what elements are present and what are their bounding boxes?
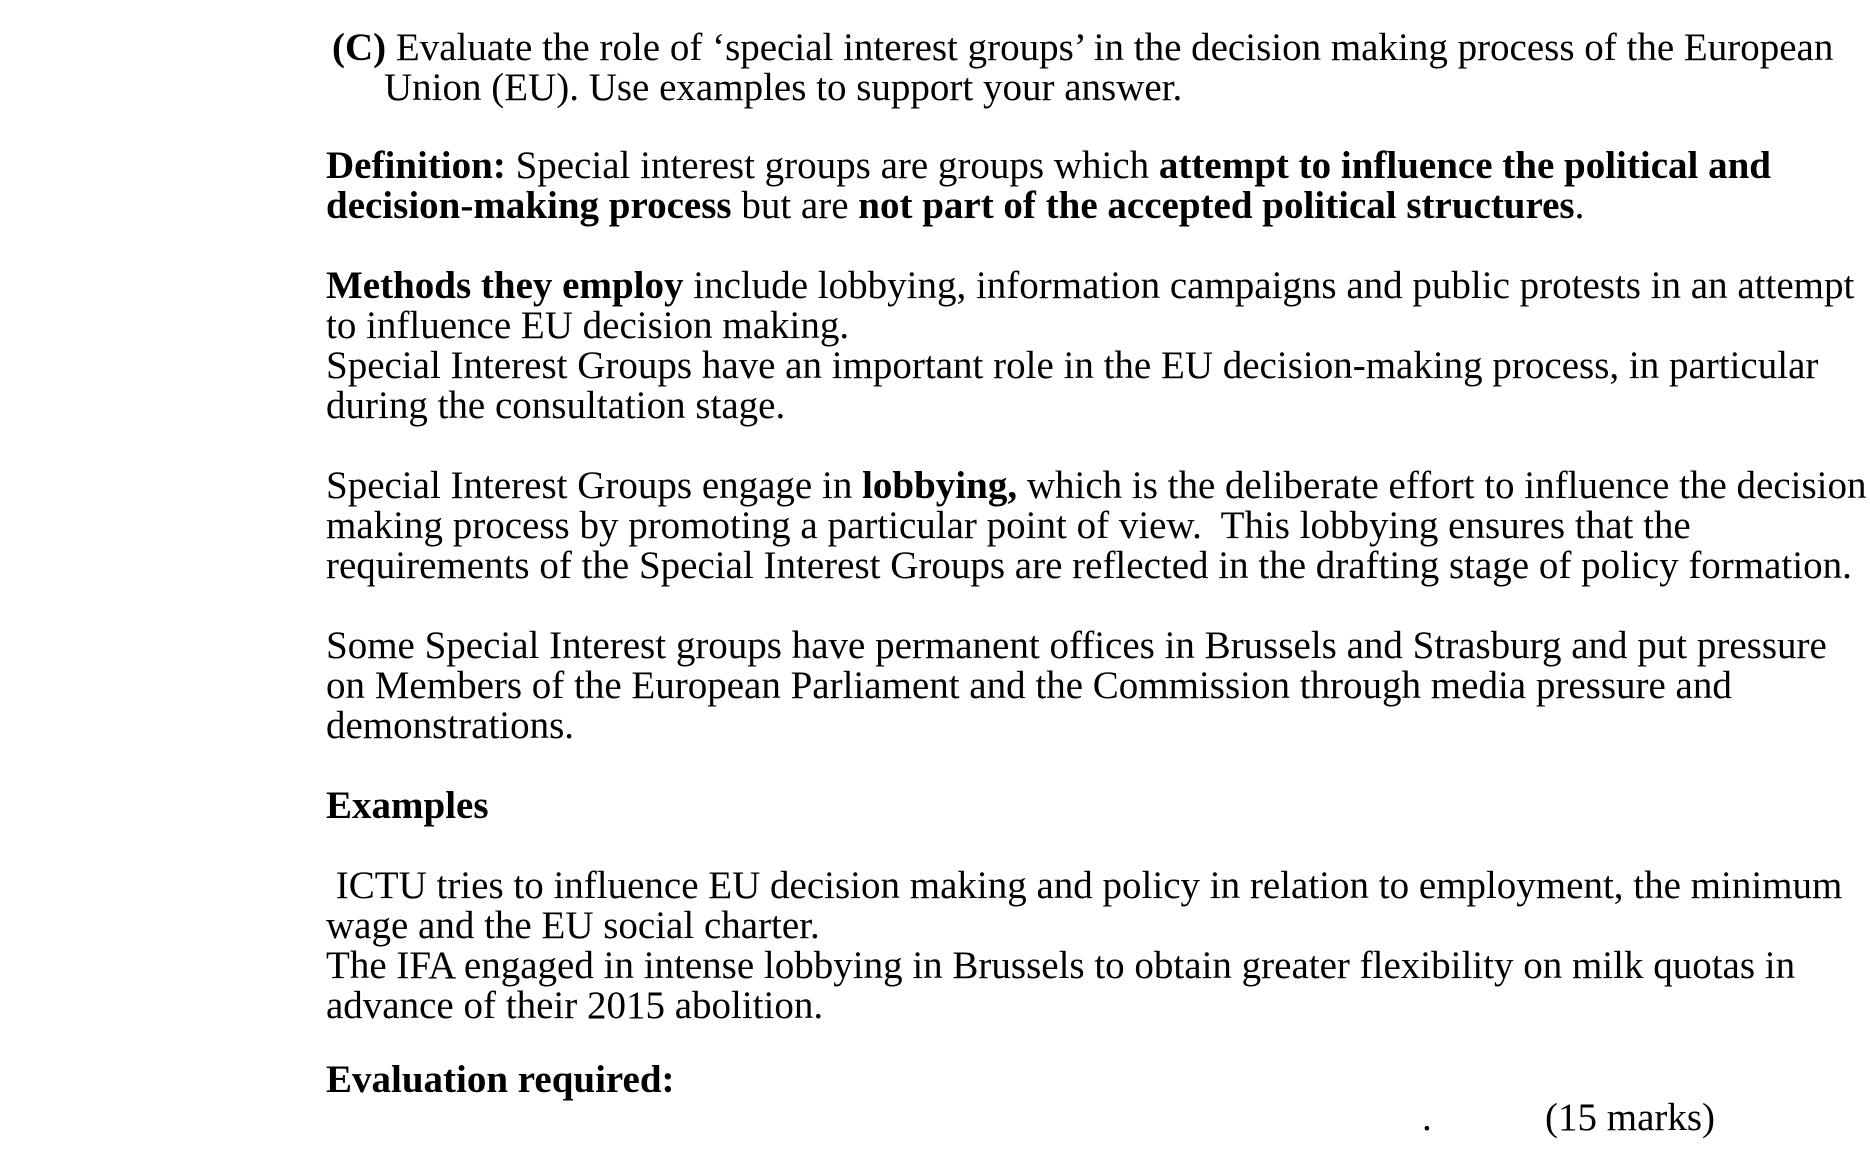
lobbying-line-3: requirements of the Special Interest Groups are reflected in the drafting stage of policy formation. [326,544,1852,587]
examples-line-1: ICTU tries to influence EU decision making and policy in relation to employment, the minimum [326,864,1843,907]
examples-line-4: advance of their 2015 abolition. [326,984,824,1027]
examples-heading: Examples [326,784,489,827]
definition-line-2: decision-making process but are not part of the accepted political structures. [326,184,1585,227]
marks-label: (15 marks) [1545,1096,1716,1139]
definition-line-1: Definition: Special interest groups are groups which attempt to influence the political and [326,144,1771,187]
offices-line-1: Some Special Interest groups have permanent offices in Brussels and Strasburg and put pressure [326,624,1827,667]
offices-line-3: demonstrations. [326,704,575,747]
definition-paragraph [326,146,1771,226]
evaluation-heading: Evaluation required: [326,1058,675,1101]
examples-line-3: The IFA engaged in intense lobbying in Brussels to obtain greater flexibility on milk quotas in [326,944,1796,987]
marks-row [0,1098,1870,1140]
offices-line-2: on Members of the European Parliament and the Commission through media pressure and [326,664,1732,707]
lobbying-paragraph [326,466,1867,586]
lobbying-line-2: making process by promoting a particular point of view. This lobbying ensures that the [326,504,1691,547]
methods-line-1: Methods they employ include lobbying, information campaigns and public protests in an attempt [326,264,1855,307]
examples-line-2: wage and the EU social charter. [326,904,820,947]
examples-paragraph [326,866,1842,1026]
question-line-2: Union (EU). Use examples to support your answer. [384,66,1183,109]
methods-line-3: Special Interest Groups have an important role in the EU decision-making process, in particular [326,344,1819,387]
lobbying-line-1: Special Interest Groups engage in lobbying, which is the deliberate effort to influence the decision [326,464,1867,507]
question-line-1: (C) Evaluate the role of ‘special interest groups’ in the decision making process of the European [332,26,1834,69]
methods-paragraph [326,266,1854,426]
question-part-label: (C) [332,26,387,69]
question-block [332,28,1833,108]
stray-period: . [1422,1096,1432,1139]
methods-line-4: during the consultation stage. [326,384,786,427]
methods-line-2: to influence EU decision making. [326,304,850,347]
offices-paragraph [326,626,1827,746]
